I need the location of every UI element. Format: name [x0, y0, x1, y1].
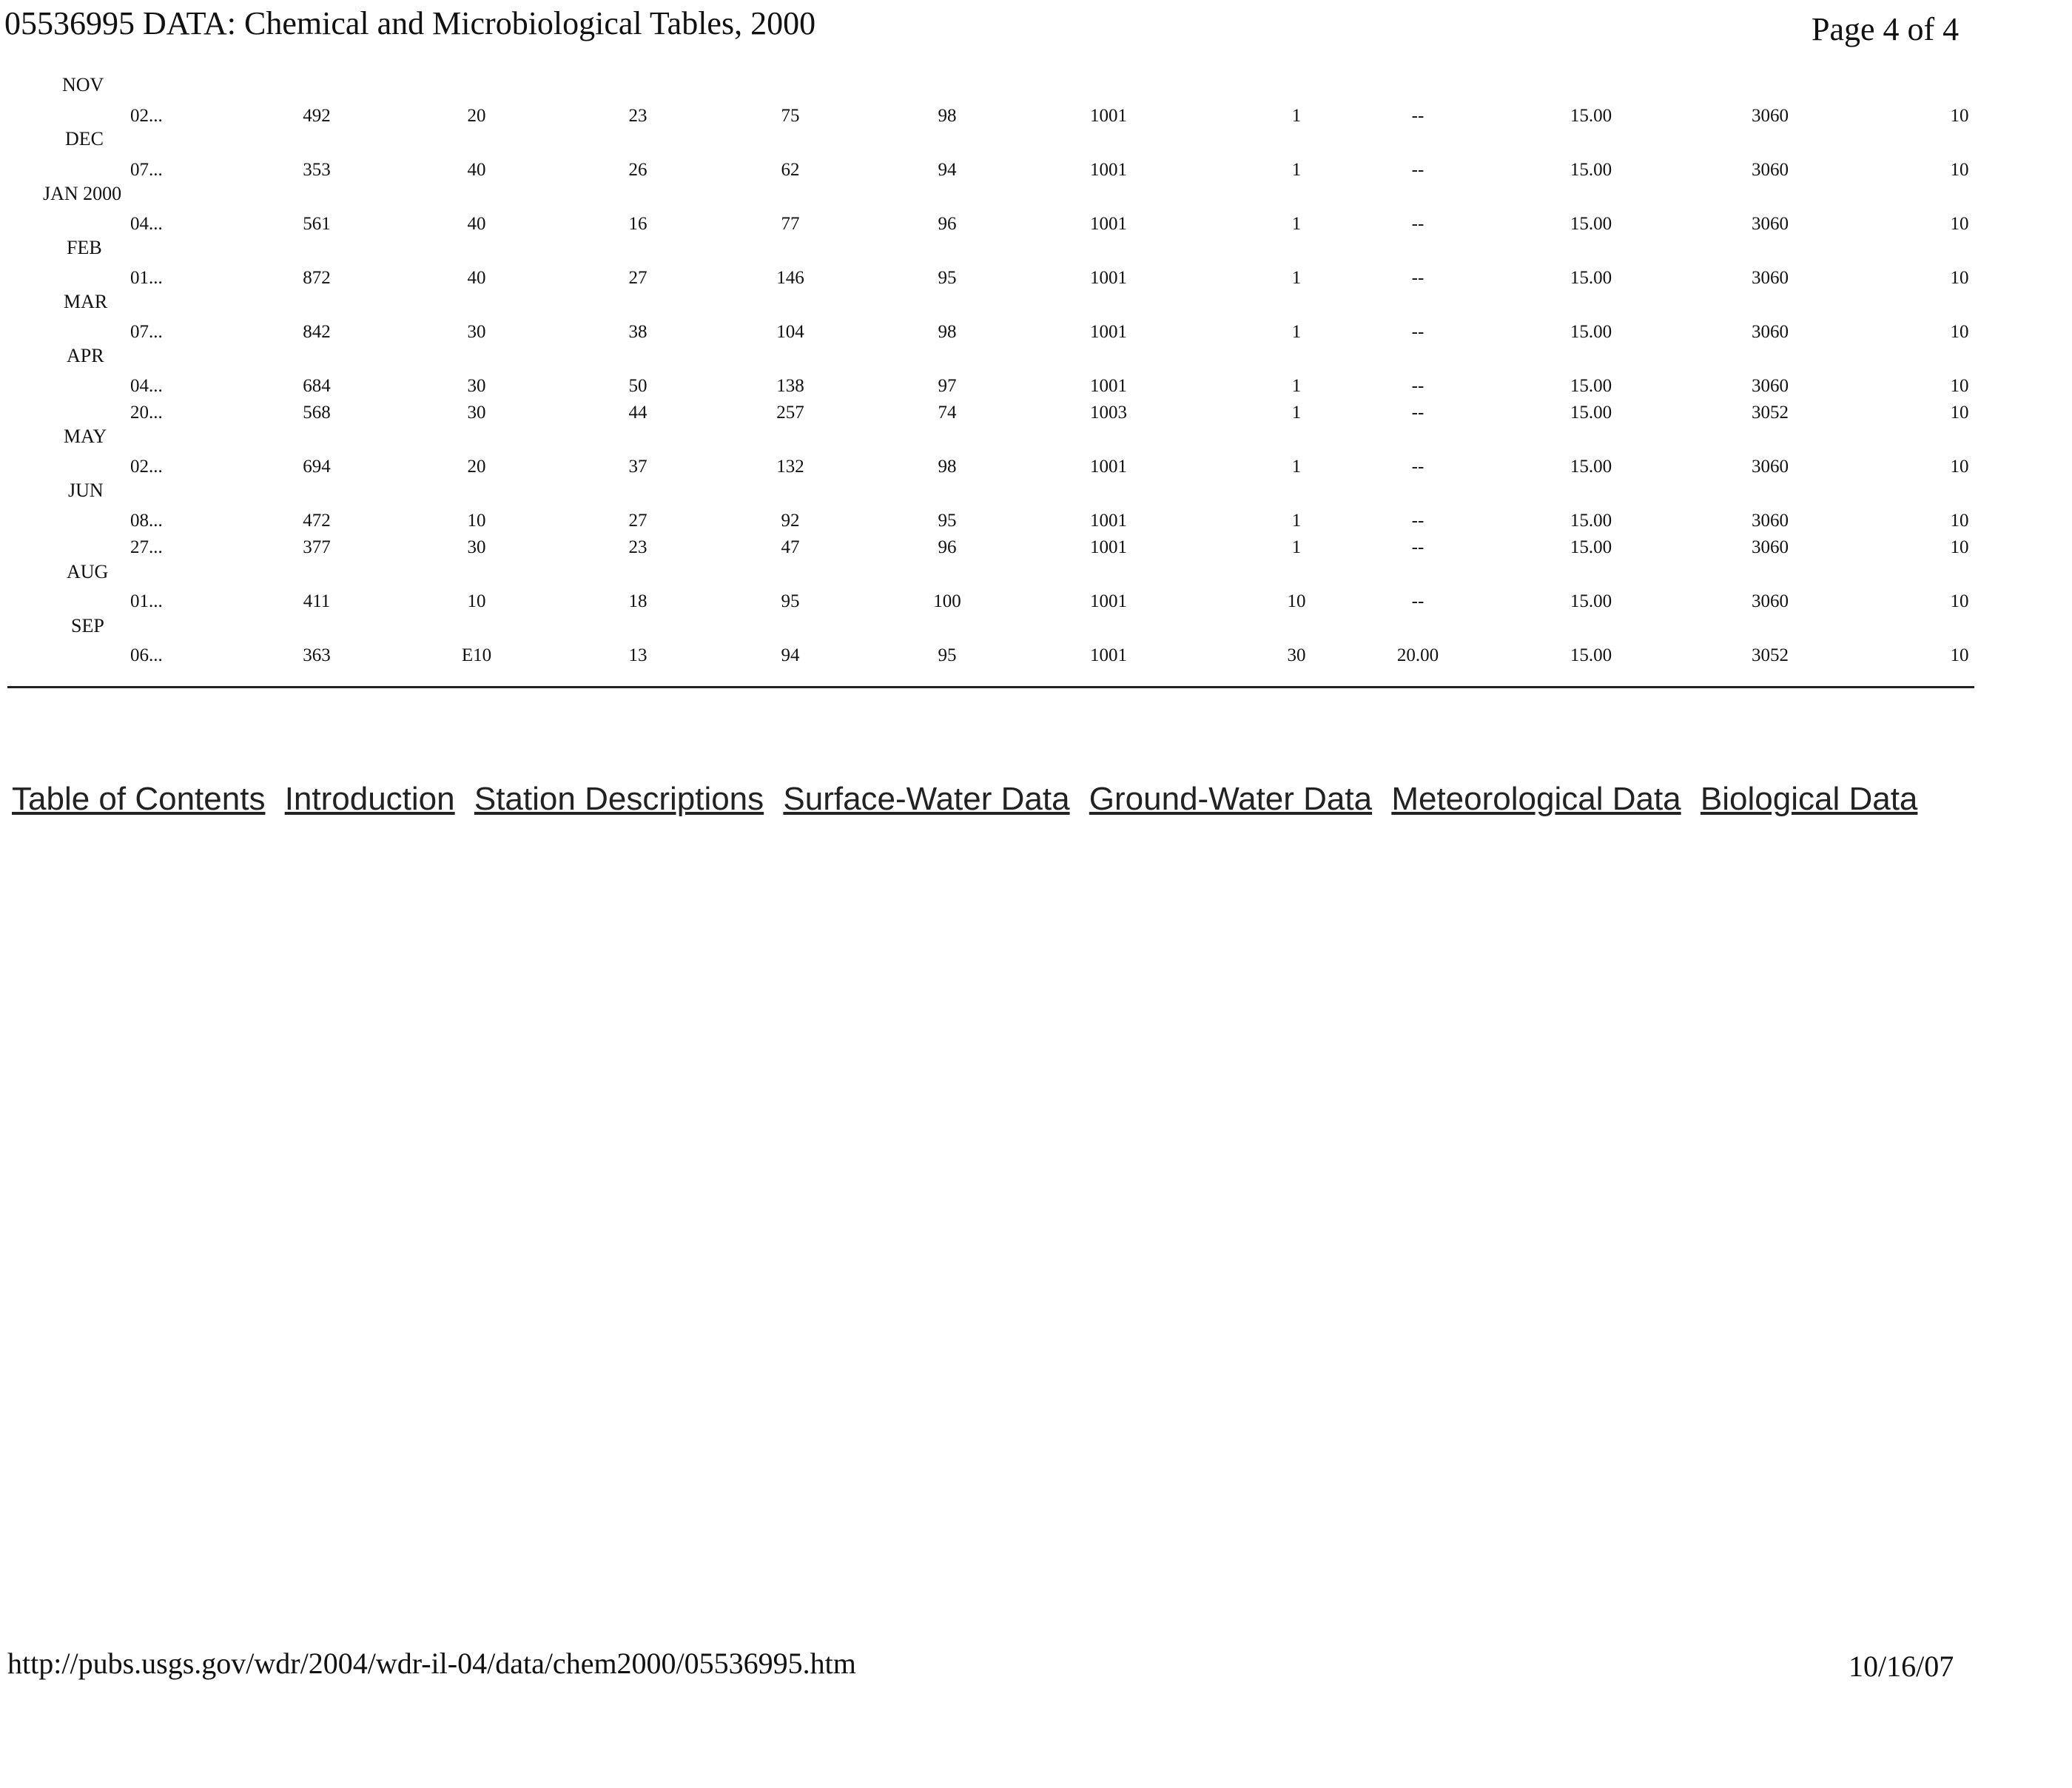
table-cell: 98	[938, 457, 957, 477]
table-row	[0, 213, 2072, 235]
table-cell: 1	[1291, 376, 1302, 396]
table-cell: 1	[1291, 537, 1302, 557]
table-cell: 1001	[1090, 645, 1127, 665]
table-date-cell: 02...	[130, 106, 163, 126]
table-cell: 3060	[1752, 214, 1789, 234]
table-cell: 842	[303, 322, 331, 342]
table-cell: 377	[303, 537, 331, 557]
table-cell: 1	[1291, 160, 1302, 180]
table-cell: 15.00	[1570, 645, 1612, 665]
table-cell: 15.00	[1570, 376, 1612, 396]
table-cell: 95	[938, 268, 957, 288]
table-cell: 16	[628, 214, 648, 234]
table-cell: 15.00	[1570, 214, 1612, 234]
table-cell: 10	[1950, 537, 1969, 557]
table-cell: --	[1411, 376, 1424, 396]
table-cell: 74	[938, 403, 957, 423]
table-cell: 20	[467, 457, 486, 477]
table-cell: 30	[467, 403, 486, 423]
month-label: JUN	[68, 480, 104, 501]
table-cell: 15.00	[1570, 160, 1612, 180]
table-cell: 10	[1950, 160, 1969, 180]
month-label: AUG	[67, 561, 109, 582]
table-cell: 30	[1287, 645, 1306, 665]
table-cell: --	[1411, 268, 1424, 288]
table-cell: 15.00	[1570, 511, 1612, 531]
page-title: 05536995 DATA: Chemical and Microbiological Tables, 2000	[4, 5, 816, 41]
table-row	[0, 402, 2072, 424]
table-cell: 1001	[1090, 214, 1127, 234]
table-cell: 10	[1950, 214, 1969, 234]
table-cell: --	[1411, 214, 1424, 234]
table-cell: 15.00	[1570, 106, 1612, 126]
table-row	[0, 537, 2072, 559]
table-cell: 146	[776, 268, 804, 288]
table-cell: 3060	[1752, 537, 1789, 557]
table-row	[0, 159, 2072, 181]
table-row	[0, 645, 2072, 667]
table-cell: 98	[938, 106, 957, 126]
table-cell: 3060	[1752, 591, 1789, 611]
table-cell: 15.00	[1570, 322, 1612, 342]
month-label: MAY	[64, 426, 107, 447]
table-cell: 97	[938, 376, 957, 396]
table-cell: 694	[303, 457, 331, 477]
table-cell: 10	[1287, 591, 1306, 611]
table-cell: --	[1411, 537, 1424, 557]
month-label: JAN 2000	[43, 183, 122, 204]
table-cell: 50	[628, 376, 648, 396]
table-cell: --	[1411, 403, 1424, 423]
month-label: APR	[67, 345, 104, 366]
table-cell: 1001	[1090, 511, 1127, 531]
table-cell: 1003	[1090, 403, 1127, 423]
nav-links	[12, 781, 1928, 818]
table-cell: 257	[776, 403, 804, 423]
table-cell: 23	[628, 106, 648, 126]
table-cell: 94	[781, 645, 800, 665]
table-cell: 40	[467, 160, 486, 180]
table-cell: 411	[303, 591, 331, 611]
table-cell: 3060	[1752, 322, 1789, 342]
table-cell: 1	[1291, 214, 1302, 234]
table-cell: 10	[1950, 322, 1969, 342]
table-cell: 1001	[1090, 106, 1127, 126]
table-cell: 40	[467, 268, 486, 288]
table-cell: 1	[1291, 106, 1302, 126]
table-date-cell: 27...	[130, 537, 163, 557]
table-cell: 1	[1291, 403, 1302, 423]
table-cell: 10	[467, 511, 486, 531]
table-date-cell: 07...	[130, 160, 163, 180]
table-cell: 15.00	[1570, 537, 1612, 557]
table-row	[0, 321, 2072, 343]
table-cell: 20	[467, 106, 486, 126]
table-cell: 15.00	[1570, 268, 1612, 288]
table-cell: 104	[776, 322, 804, 342]
table-cell: 132	[776, 457, 804, 477]
table-cell: 92	[781, 511, 800, 531]
table-cell: 26	[628, 160, 648, 180]
table-cell: 94	[938, 160, 957, 180]
table-cell: 1001	[1090, 322, 1127, 342]
table-cell: 10	[1950, 591, 1969, 611]
table-cell: 363	[303, 645, 331, 665]
table-cell: 75	[781, 106, 800, 126]
table-cell: 1	[1291, 511, 1302, 531]
table-date-cell: 06...	[130, 645, 163, 665]
table-date-cell: 04...	[130, 214, 163, 234]
table-cell: 62	[781, 160, 800, 180]
table-date-cell: 07...	[130, 322, 163, 342]
table-cell: --	[1411, 511, 1424, 531]
table-cell: 27	[628, 268, 648, 288]
page-number: Page 4 of 4	[1812, 11, 1960, 47]
table-cell: --	[1411, 160, 1424, 180]
table-cell: 3060	[1752, 376, 1789, 396]
month-label: FEB	[67, 237, 102, 258]
table-cell: 10	[1950, 403, 1969, 423]
table-row	[0, 375, 2072, 397]
table-cell: 1001	[1090, 457, 1127, 477]
table-cell: 10	[1950, 376, 1969, 396]
table-row	[0, 510, 2072, 532]
table-cell: 30	[467, 376, 486, 396]
table-cell: 353	[303, 160, 331, 180]
table-cell: 1001	[1090, 537, 1127, 557]
month-label: NOV	[62, 74, 104, 95]
table-cell: 77	[781, 214, 800, 234]
table-cell: 37	[628, 457, 648, 477]
table-cell: 100	[933, 591, 961, 611]
table-cell: 30	[467, 322, 486, 342]
table-cell: --	[1411, 457, 1424, 477]
table-row	[0, 591, 2072, 613]
table-cell: 1001	[1090, 376, 1127, 396]
table-cell: 3060	[1752, 268, 1789, 288]
table-date-cell: 04...	[130, 376, 163, 396]
table-cell: 3060	[1752, 160, 1789, 180]
table-date-cell: 02...	[130, 457, 163, 477]
table-date-cell: 01...	[130, 591, 163, 611]
table-cell: 96	[938, 537, 957, 557]
table-cell: 1	[1291, 457, 1302, 477]
table-cell: 10	[1950, 645, 1969, 665]
table-cell: 96	[938, 214, 957, 234]
table-row	[0, 105, 2072, 127]
month-label: SEP	[71, 615, 104, 636]
table-cell: 3060	[1752, 106, 1789, 126]
table-cell: 47	[781, 537, 800, 557]
table-cell: 1001	[1090, 591, 1127, 611]
nav-link-table-of-contents[interactable]: Table of Contents	[12, 781, 266, 817]
table-cell: 3060	[1752, 511, 1789, 531]
nav-link-station-descriptions[interactable]: Station Descriptions	[474, 781, 764, 817]
nav-link-biological-data[interactable]: Biological Data	[1700, 781, 1918, 817]
table-cell: 30	[467, 537, 486, 557]
month-label: MAR	[64, 291, 108, 312]
table-cell: 38	[628, 322, 648, 342]
table-cell: --	[1411, 322, 1424, 342]
table-cell: 1001	[1090, 268, 1127, 288]
table-cell: 138	[776, 376, 804, 396]
table-cell: 23	[628, 537, 648, 557]
table-cell: 15.00	[1570, 591, 1612, 611]
table-row	[0, 267, 2072, 289]
table-cell: 568	[303, 403, 331, 423]
table-cell: 10	[1950, 106, 1969, 126]
table-cell: 3052	[1752, 403, 1789, 423]
footer-date: 10/16/07	[1849, 1650, 1954, 1683]
table-cell: --	[1411, 591, 1424, 611]
nav-link-meteorological-data[interactable]: Meteorological Data	[1391, 781, 1681, 817]
table-date-cell: 01...	[130, 268, 163, 288]
nav-link-introduction[interactable]: Introduction	[284, 781, 455, 817]
table-cell: 27	[628, 511, 648, 531]
table-cell: 95	[938, 511, 957, 531]
table-cell: 561	[303, 214, 331, 234]
table-cell: 684	[303, 376, 331, 396]
table-cell: 1001	[1090, 160, 1127, 180]
table-cell: 1	[1291, 322, 1302, 342]
table-cell: 3052	[1752, 645, 1789, 665]
table-row	[0, 456, 2072, 478]
table-date-cell: 08...	[130, 511, 163, 531]
table-cell: 872	[303, 268, 331, 288]
table-cell: 95	[781, 591, 800, 611]
table-cell: 98	[938, 322, 957, 342]
table-cell: --	[1411, 106, 1424, 126]
footer-url: http://pubs.usgs.gov/wdr/2004/wdr-il-04/data/chem2000/05536995.htm	[7, 1647, 856, 1680]
table-cell: 15.00	[1570, 457, 1612, 477]
nav-link-surface-water-data[interactable]: Surface-Water Data	[783, 781, 1070, 817]
table-cell: 492	[303, 106, 331, 126]
nav-link-ground-water-data[interactable]: Ground-Water Data	[1089, 781, 1373, 817]
table-bottom-rule	[7, 686, 1974, 688]
table-cell: 44	[628, 403, 648, 423]
table-cell: 15.00	[1570, 403, 1612, 423]
table-cell: 20.00	[1396, 645, 1439, 665]
table-cell: 40	[467, 214, 486, 234]
table-cell: 1	[1291, 268, 1302, 288]
table-cell: 3060	[1752, 457, 1789, 477]
table-cell: 10	[1950, 457, 1969, 477]
table-cell: 95	[938, 645, 957, 665]
table-cell: 10	[1950, 268, 1969, 288]
table-cell: E10	[461, 645, 492, 665]
table-cell: 18	[628, 591, 648, 611]
table-cell: 472	[303, 511, 331, 531]
month-label: DEC	[65, 128, 104, 149]
table-cell: 10	[467, 591, 486, 611]
table-cell: 10	[1950, 511, 1969, 531]
table-date-cell: 20...	[130, 403, 163, 423]
table-cell: 13	[628, 645, 648, 665]
